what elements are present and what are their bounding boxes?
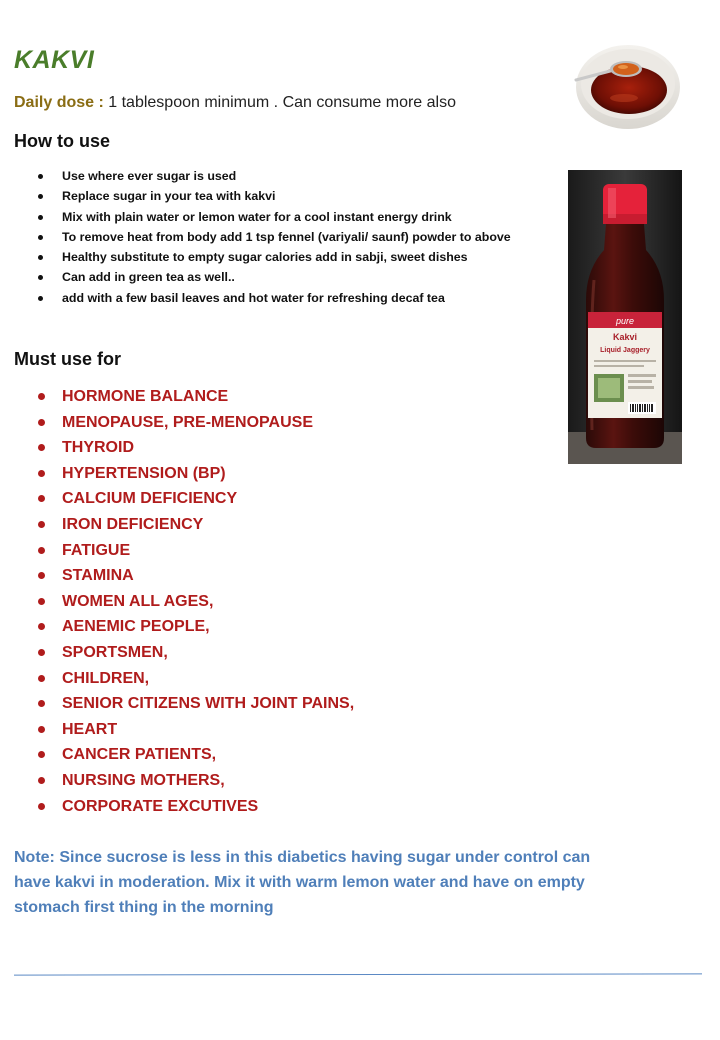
how-to-use-list xyxy=(14,166,574,308)
list-item: SPORTSMEN, xyxy=(14,640,534,666)
list-item: CHILDREN, xyxy=(14,666,534,692)
list-item: IRON DEFICIENCY xyxy=(14,512,534,538)
list-item: FATIGUE xyxy=(14,538,534,564)
list-item: Healthy substitute to empty sugar calories add in sabji, sweet dishes xyxy=(14,247,574,267)
bottle-subtitle: Liquid Jaggery xyxy=(600,347,650,354)
list-item: SENIOR CITIZENS WITH JOINT PAINS, xyxy=(14,691,534,717)
list-item: HYPERTENSION (BP) xyxy=(14,461,534,487)
list-item: Mix with plain water or lemon water for a cool instant energy drink xyxy=(14,207,574,227)
list-item: THYROID xyxy=(14,435,534,461)
list-item: AENEMIC PEOPLE, xyxy=(14,614,534,640)
list-item: Replace sugar in your tea with kakvi xyxy=(14,186,574,206)
kakvi-bottle-image xyxy=(568,170,682,464)
list-item: CANCER PATIENTS, xyxy=(14,742,534,768)
list-item: CORPORATE EXCUTIVES xyxy=(14,794,534,820)
list-item: add with a few basil leaves and hot water for refreshing decaf tea xyxy=(14,288,574,308)
daily-dose-value: 1 tablespoon minimum . Can consume more also xyxy=(108,94,456,111)
daily-dose-label: Daily dose : xyxy=(14,94,104,111)
must-use-for-list xyxy=(14,384,534,819)
kakvi-bowl-image xyxy=(572,40,684,132)
must-use-for-heading: Must use for xyxy=(14,349,122,369)
bottle-product: Kakvi xyxy=(612,332,638,342)
list-item: CALCIUM DEFICIENCY xyxy=(14,486,534,512)
list-item: Use where ever sugar is used xyxy=(14,166,574,186)
footer-divider xyxy=(14,973,702,975)
bottle-brand: pure xyxy=(615,316,635,326)
diabetics-note: Note: Since sucrose is less in this diabetics having sugar under control can have kakvi in moderation. Mix it with warm lemon water and have on empty stomach first thing in the morning xyxy=(14,849,591,916)
list-item: HEART xyxy=(14,717,534,743)
how-to-use-heading: How to use xyxy=(14,131,111,151)
list-item: HORMONE BALANCE xyxy=(14,384,534,410)
list-item: WOMEN ALL AGES, xyxy=(14,589,534,615)
list-item: MENOPAUSE, PRE-MENOPAUSE xyxy=(14,410,534,436)
page-title: KAKVI xyxy=(14,46,95,74)
list-item: NURSING MOTHERS, xyxy=(14,768,534,794)
list-item: STAMINA xyxy=(14,563,534,589)
daily-dose xyxy=(14,94,456,112)
list-item: Can add in green tea as well.. xyxy=(14,267,574,287)
list-item: To remove heat from body add 1 tsp fennel (variyali/ saunf) powder to above xyxy=(14,227,574,247)
